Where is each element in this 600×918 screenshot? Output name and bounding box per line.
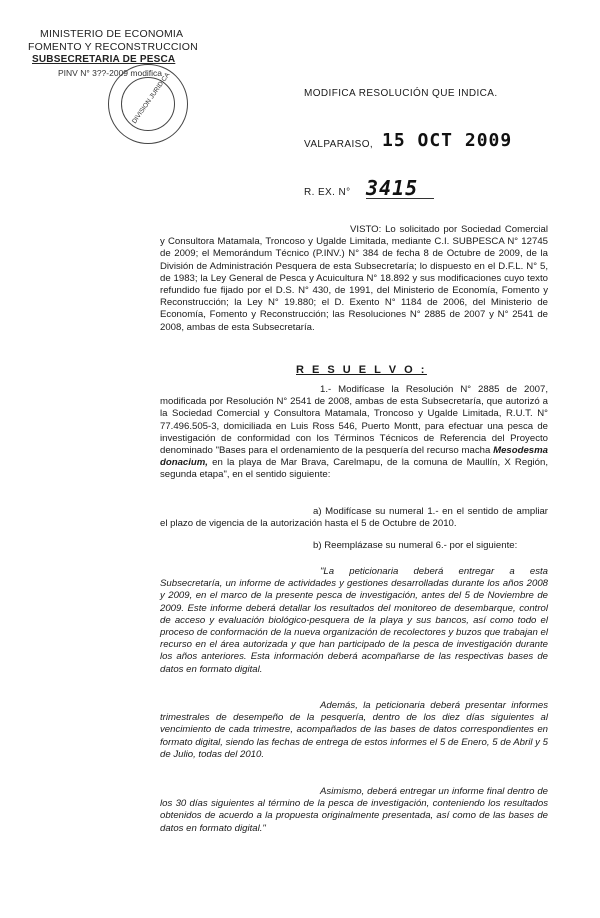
- visto-paragraph: VISTO: Lo solicitado por Sociedad Comercial y Consultora Matamala, Troncoso y Ugalde Limitada, mediante C.I. SUBPESCA N° 12745 de 2009; el Memorándum Técnico (P.INV.) N° 384 de fecha 8 de Octubre de 2009, de la División de Administración Pesquera de esta Subsecretaría; lo dispuesto en el D.F.L. N° 5, de 1983; la Ley General de Pesca y Acuicultura N° 18.892 y sus modificaciones cuyo texto refundido fue fijado por el D.S. N° 430, de 1991, del Ministerio de Economía, Fomento y Reconstrucción; la Ley N° 19.880; el D. Exento N° 1184 de 2006, del Ministerio de Economía, Fomento y Reconstrucción; las Resoluciones N° 2885 de 2007 y N° 2541 de 2008, ambas de esta Subsecretaría.: [160, 224, 548, 333]
- item-1-tail: en la playa de Mar Brava, Carelmapu, de la comuna de Maullín, X Región, segunda etapa", en el sentido siguiente:: [160, 457, 548, 481]
- quote-paragraph-2: Además, la peticionaria deberá presentar informes trimestrales de desempeño de la pesquería, dentro de los diez días siguientes al vencimiento de cada trimestre, acompañados de las bases de datos correspondientes en formato digital, siendo las fechas de entrega de estos informes el 5 de Enero, 5 de Abril y 5 de Julio, todas del 2010.: [160, 700, 548, 760]
- item-1-paragraph: [160, 384, 548, 482]
- resuelvo-heading: R E S U E L V O :: [296, 364, 427, 376]
- document-title: MODIFICA RESOLUCIÓN QUE INDICA.: [304, 88, 498, 99]
- division-stamp: [108, 64, 188, 144]
- ministry-line-2: FOMENTO Y RECONSTRUCCION: [28, 41, 198, 53]
- item-a-paragraph: a) Modifícase su numeral 1.- en el sentido de ampliar el plazo de vigencia de la autorización hasta el 5 de Octubre de 2010.: [160, 506, 548, 530]
- resolution-number: 3415: [366, 176, 419, 200]
- subsecretaria-line: SUBSECRETARIA DE PESCA: [32, 54, 176, 65]
- ministry-line-1: MINISTERIO DE ECONOMIA: [40, 28, 184, 40]
- quote-paragraph-3: Asimismo, deberá entregar un informe final dentro de los 30 días siguientes al término de la pesca de investigación, conteniendo los resultados obtenidos de acuerdo a la propuesta originalmente presentada, así como de las bases de datos en formato digital.": [160, 786, 548, 834]
- quote-paragraph-1: "La peticionaria deberá entregar a esta Subsecretaría, un informe de actividades y gestiones desarrolladas durante los años 2008 y 2009, en el marco de la presente pesca de investigación, antes del 5 de Noviembre de 2009. Este informe deberá detallar los resultados del monitoreo de desembarque, control de acceso y evaluación biológico-pesquera de la playa y sus bancos, así como todo el proceso de conformación de la nueva organización de recolectores y buzos que trabajan el recurso en el área autorizada y que han participado de la pesca de investigación durante los años anteriores. Esta información deberá acompañarse de las respectivas bases de datos en formato digital.: [160, 566, 548, 675]
- rex-label: R. EX. N°: [304, 187, 351, 198]
- handwritten-date: 15 OCT 2009: [382, 130, 513, 151]
- item-1-lead: 1.- Modifícase la Resolución N° 2885 de 2007, modificada por Resolución N° 2541 de 2008, ambas de esta Subsecretaría, que autorizó a la Sociedad Comercial y Consultora Matamala, Troncoso y Ugalde Limitada, R.U.T. N° 77.496.505-3, domiciliada en Luis Ross 546, Puerto Montt, para efectuar una pesca de investigación de conformidad con los Términos Técnicos de Referencia del Proyecto denominado "Bases para el ordenamiento de la pesquería del recurso macha: [160, 384, 548, 457]
- rex-underline: [366, 198, 434, 199]
- item-b-paragraph: b) Reemplázase su numeral 6.- por el siguiente:: [313, 540, 518, 551]
- species-name: Mesodesma donacium,: [160, 445, 548, 469]
- stamp-text: DIVISION JURIDICA: [131, 71, 172, 126]
- place-label: VALPARAISO,: [304, 139, 374, 150]
- pinv-reference: PINV N° 3??-2009 modifica: [58, 68, 163, 78]
